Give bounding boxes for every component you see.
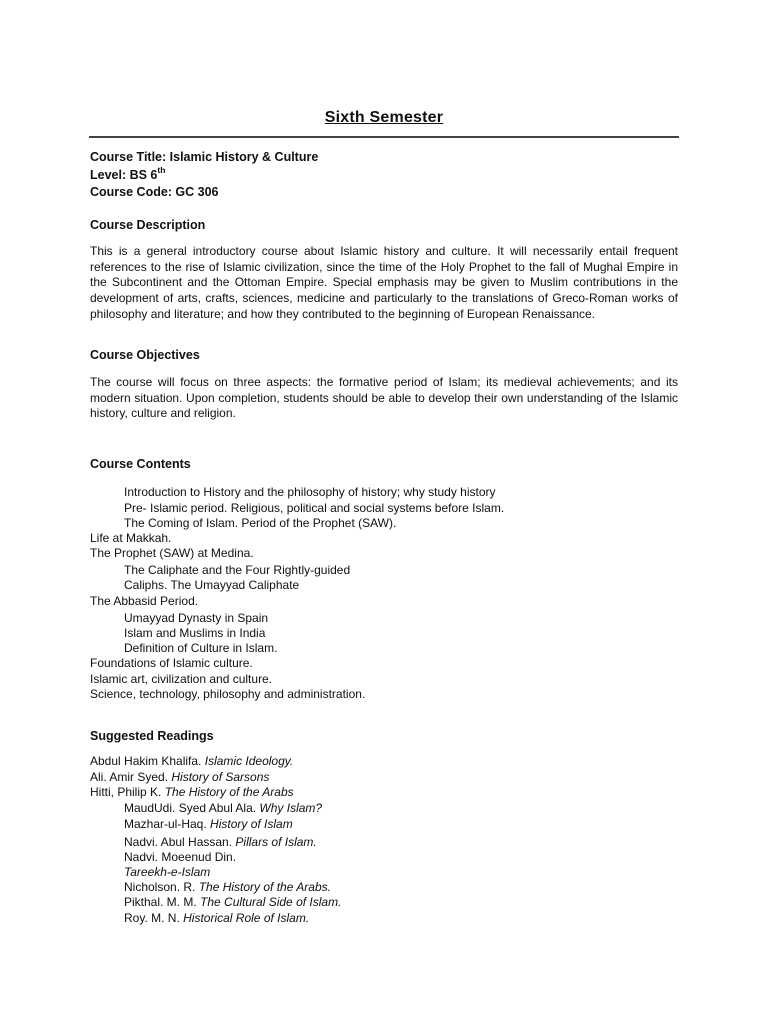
reading-author: Mazhar-ul-Haq.	[124, 817, 211, 831]
reading-author: Ali. Amir Syed.	[90, 770, 172, 784]
content-item: Umayyad Dynasty in Spain	[124, 611, 269, 625]
course-level-sup: th	[157, 164, 166, 175]
reading-item	[124, 895, 341, 909]
reading-item	[124, 801, 322, 815]
reading-item	[124, 880, 331, 894]
content-item: Foundations of Islamic culture.	[90, 656, 253, 670]
reading-title: Historical Role of Islam.	[183, 911, 310, 925]
content-item: Definition of Culture in Islam.	[124, 641, 278, 655]
reading-author: Hitti, Philip K.	[90, 785, 165, 799]
title-divider	[89, 136, 679, 138]
description-text: This is a general introductory course about Islamic history and culture. It will necessarily entail frequent references to the rise of Islamic civilization, since the time of the Holy Prophet to the fall of Mughal Empire in the Subcontinent and the Ottoman Empire. Special emphasis may be given to Muslim contributions in the development of arts, crafts, sciences, medicine and particularly to the translations of Greco-Roman works of philosophy and literature; and how they contributed to the beginning of European Renaissance.	[90, 244, 678, 321]
reading-item	[124, 850, 236, 864]
reading-author: Nadvi. Moeenud Din.	[124, 850, 237, 864]
reading-author: Nadvi. Abul Hassan.	[124, 835, 236, 849]
reading-title: Tareekh-e-Islam	[124, 865, 211, 879]
reading-author: Roy. M. N.	[124, 911, 184, 925]
reading-author: MaudUdi. Syed Abul Ala.	[124, 801, 260, 815]
reading-title: The History of the Arabs.	[198, 880, 331, 894]
course-level	[90, 164, 318, 185]
reading-title: The Cultural Side of Islam.	[200, 895, 342, 909]
reading-title: Islamic Ideology.	[204, 754, 294, 768]
content-item: Islamic art, civilization and culture.	[90, 672, 273, 686]
reading-item	[90, 754, 293, 768]
content-item: The Prophet (SAW) at Medina.	[90, 546, 254, 560]
reading-title: Pillars of Islam.	[235, 835, 317, 849]
content-item: The Abbasid Period.	[90, 594, 199, 608]
reading-title: History of Sarsons	[171, 770, 270, 784]
readings-heading: Suggested Readings	[90, 729, 214, 743]
page-title: Sixth Semester	[324, 109, 444, 126]
contents-heading: Course Contents	[90, 457, 191, 471]
course-title: Course Title: Islamic History & Culture	[90, 150, 319, 164]
content-item: Introduction to History and the philosophy of history; why study history	[124, 485, 496, 499]
reading-item	[90, 785, 294, 799]
reading-item	[124, 817, 293, 831]
content-item: Life at Makkah.	[90, 531, 172, 545]
reading-item	[90, 770, 269, 784]
content-item: Pre- Islamic period. Religious, political and social systems before Islam.	[124, 501, 505, 515]
reading-title: The History of the Arabs	[164, 785, 294, 799]
content-item: The Coming of Islam. Period of the Prophet (SAW).	[124, 516, 397, 530]
course-info	[90, 149, 318, 202]
objectives-text: The course will focus on three aspects: the formative period of Islam; its medieval achievements; and its modern situation. Upon completion, students should be able to develop their own understanding of the Islamic history, culture and religion.	[90, 375, 678, 421]
reading-title: History of Islam	[210, 817, 293, 831]
content-item: Science, technology, philosophy and administration.	[90, 687, 366, 701]
description-heading: Course Description	[90, 218, 206, 232]
reading-author: Abdul Hakim Khalifa.	[90, 754, 205, 768]
reading-title: Why Islam?	[259, 801, 323, 815]
reading-author: Nicholson. R.	[124, 880, 199, 894]
reading-item	[124, 911, 309, 925]
reading-item	[124, 835, 317, 849]
course-level-text: Level: BS 6	[90, 167, 158, 182]
content-item: Islam and Muslims in India	[124, 626, 266, 640]
content-item: Caliphs. The Umayyad Caliphate	[124, 578, 300, 592]
reading-item	[124, 865, 210, 879]
course-code: Course Code: GC 306	[90, 185, 219, 199]
content-item: The Caliphate and the Four Rightly-guided	[124, 563, 351, 577]
reading-author: Pikthal. M. M.	[124, 895, 201, 909]
objectives-heading: Course Objectives	[90, 348, 200, 362]
